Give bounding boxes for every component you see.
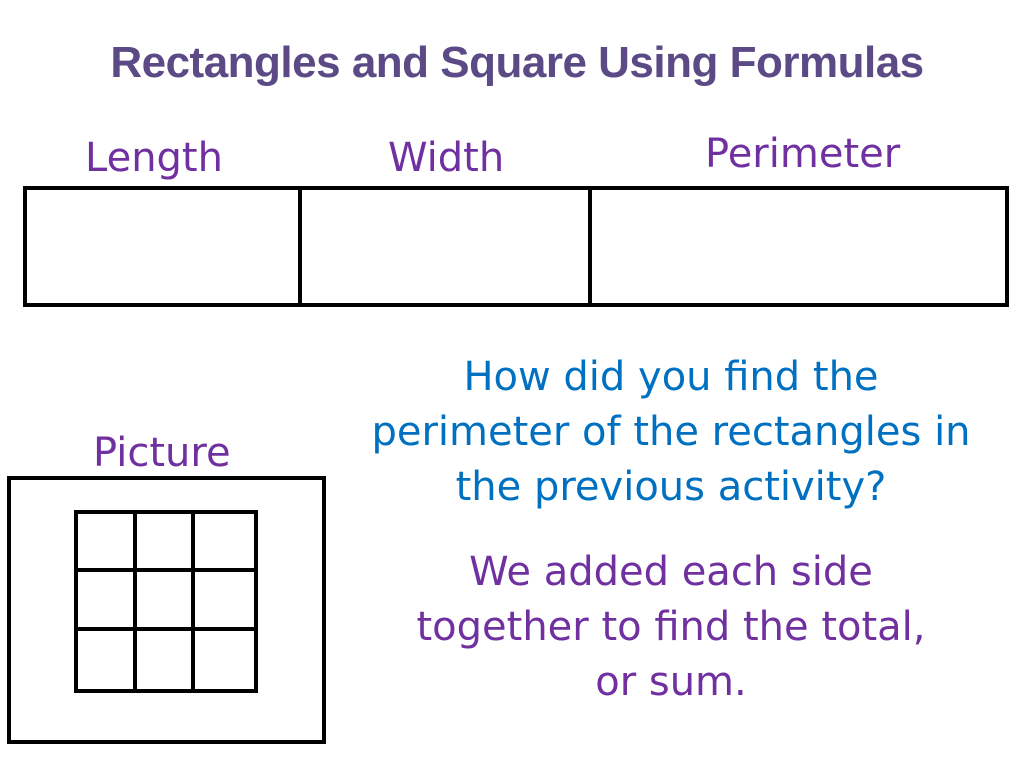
grid-square bbox=[78, 514, 137, 572]
question-text bbox=[328, 350, 1014, 515]
grid-square bbox=[137, 631, 196, 689]
perimeter-cell bbox=[592, 190, 1005, 303]
measurement-table bbox=[23, 186, 1009, 307]
answer-line: We added each side bbox=[469, 549, 873, 595]
square-grid bbox=[74, 510, 258, 693]
width-cell bbox=[302, 190, 592, 303]
width-label: Width bbox=[388, 135, 505, 181]
grid-square bbox=[78, 631, 137, 689]
grid-square bbox=[195, 514, 254, 572]
slide-title: Rectangles and Square Using Formulas bbox=[110, 38, 924, 87]
question-line: the previous activity? bbox=[455, 464, 887, 510]
grid-square bbox=[137, 514, 196, 572]
answer-line: together to find the total, bbox=[416, 604, 926, 650]
grid-square bbox=[78, 572, 137, 630]
picture-label: Picture bbox=[93, 430, 231, 476]
answer-text bbox=[328, 545, 1014, 710]
answer-line: or sum. bbox=[595, 659, 747, 705]
grid-square bbox=[195, 572, 254, 630]
grid-square bbox=[137, 572, 196, 630]
question-line: How did you find the bbox=[463, 354, 879, 400]
question-line: perimeter of the rectangles in bbox=[371, 409, 971, 455]
length-cell bbox=[27, 190, 302, 303]
grid-square bbox=[195, 631, 254, 689]
length-label: Length bbox=[85, 135, 223, 181]
perimeter-label: Perimeter bbox=[705, 131, 901, 177]
